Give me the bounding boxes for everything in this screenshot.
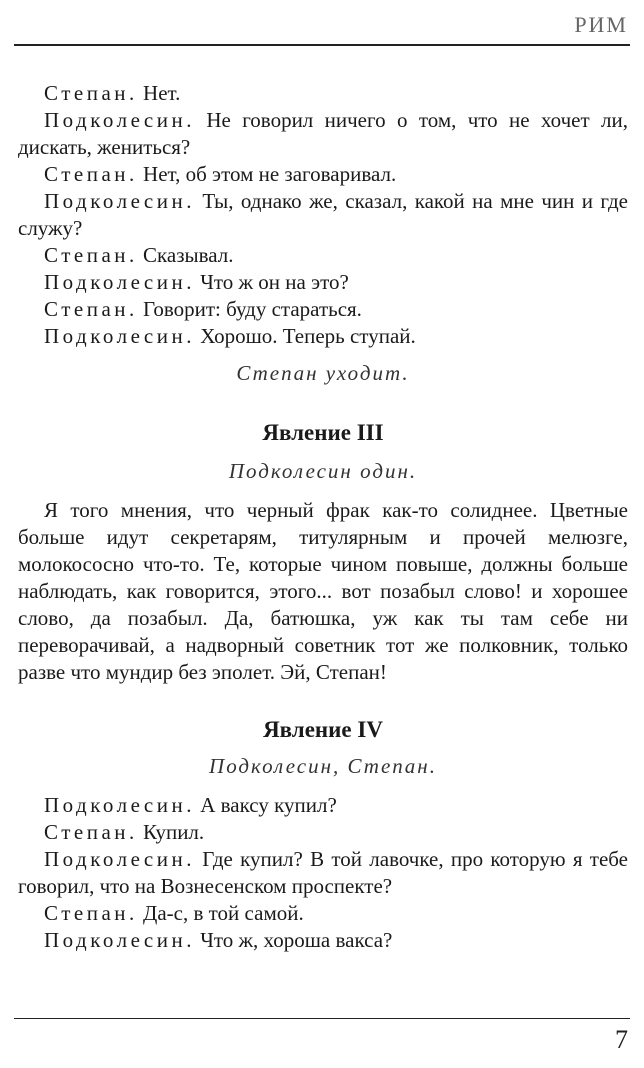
speaker-name: Подколесин. — [44, 108, 195, 132]
dialogue-line — [18, 846, 628, 900]
page-body — [18, 80, 628, 954]
dialogue-line — [18, 900, 628, 927]
line-text: Сказывал. — [143, 243, 234, 267]
speaker-name: Подколесин. — [44, 928, 195, 952]
line-text: Нет. — [143, 81, 181, 105]
stage-direction: Степан уходит. — [236, 361, 410, 385]
running-header: РИМ — [574, 12, 628, 37]
speaker-name: Степан. — [44, 162, 138, 186]
dialogue-line — [18, 188, 628, 242]
monologue-paragraph: Я того мнения, что черный фрак как-то солиднее. Цветные больше идут секретарям, титулярным и прочей мелюзге, молокососно что-то. Те, которые чином повыше, должны больше наблюдать, как говорится, этого... вот позабыл слово! и хорошее слово, да позабыл. Да, батюшка, уж как ты там себе ни переворачивай, а надворный советник тот же полковник, только разве что мундир без эполет. Эй, Степан! — [18, 498, 628, 684]
speaker-name: Степан. — [44, 901, 138, 925]
speaker-name: Степан. — [44, 297, 138, 321]
speaker-name: Подколесин. — [44, 270, 195, 294]
speaker-name: Подколесин. — [44, 793, 195, 817]
line-text: Где купил? В той лавочке, про которую я тебе говорил, что на Вознесенском проспекте? — [18, 847, 629, 898]
footer-rule — [14, 1018, 630, 1019]
dialogue-line — [18, 792, 628, 819]
dialogue-line — [18, 107, 628, 161]
dialogue-line — [18, 242, 628, 269]
dialogue-block-1 — [18, 80, 628, 350]
dialogue-line — [18, 819, 628, 846]
line-text: А ваксу купил? — [200, 793, 337, 817]
line-text: Купил. — [143, 820, 205, 844]
dialogue-block-2 — [18, 792, 628, 954]
line-text: Нет, об этом не заговаривал. — [143, 162, 397, 186]
dialogue-line — [18, 323, 628, 350]
line-text: Не говорил ничего о том, что не хочет ли, дискать, жениться? — [18, 108, 629, 159]
line-text: Ты, однако же, сказал, какой на мне чин и где служу? — [18, 189, 628, 240]
speaker-name: Степан. — [44, 820, 138, 844]
line-text: Что ж, хороша вакса? — [200, 928, 393, 952]
dialogue-line — [18, 80, 628, 107]
line-text: Хорошо. Теперь ступай. — [200, 324, 416, 348]
dialogue-line — [18, 296, 628, 323]
dialogue-line — [18, 269, 628, 296]
speaker-name: Подколесин. — [44, 847, 195, 871]
stage-direction: Подколесин, Степан. — [209, 754, 437, 778]
scene-heading: Явление III — [262, 420, 384, 445]
dialogue-line — [18, 927, 628, 954]
scene-heading: Явление IV — [263, 717, 383, 742]
speaker-name: Подколесин. — [44, 189, 195, 213]
speaker-name: Подколесин. — [44, 324, 195, 348]
line-text: Что ж он на это? — [200, 270, 349, 294]
stage-direction: Подколесин один. — [228, 459, 418, 483]
dialogue-line — [18, 161, 628, 188]
speaker-name: Степан. — [44, 243, 138, 267]
header-rule — [14, 44, 630, 46]
page-number: 7 — [615, 1025, 628, 1054]
speaker-name: Степан. — [44, 81, 138, 105]
line-text: Говорит: буду стараться. — [143, 297, 362, 321]
line-text: Да-с, в той самой. — [143, 901, 304, 925]
